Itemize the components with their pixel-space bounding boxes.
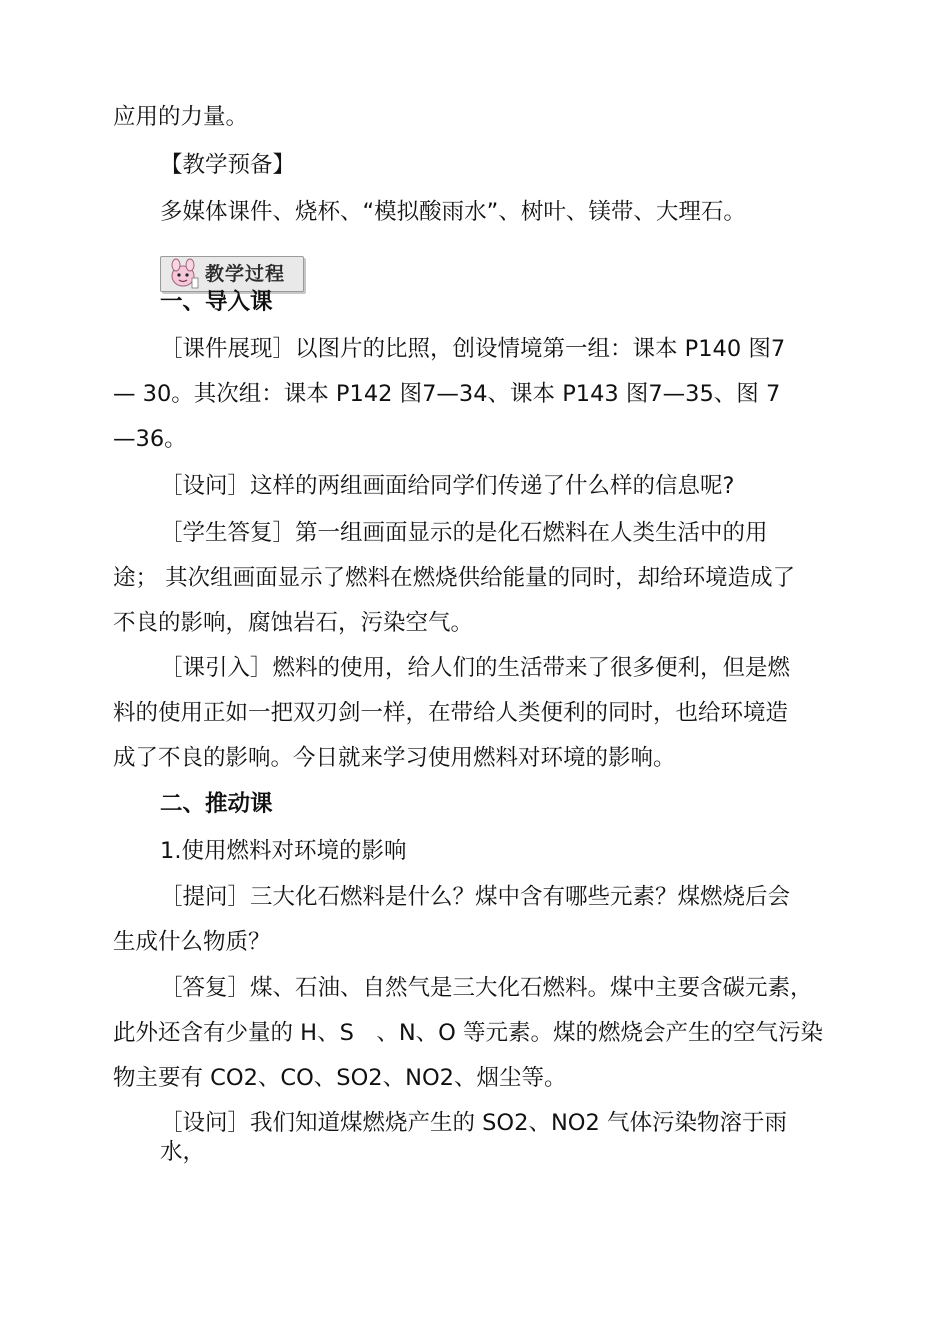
banner-label: 教学过程 bbox=[205, 263, 286, 285]
text-line: ［设问］我们知道煤燃烧产生的 SO2、NO2 气体污染物溶于雨 bbox=[160, 1110, 787, 1136]
text-line: 成了不良的影响。今日就来学习使用燃料对环境的影响。 bbox=[113, 745, 676, 771]
text-line: ［课件展现］以图片的比照，创设情境第一组：课本 P140 图7 bbox=[160, 336, 786, 362]
text-line: 料的使用正如一把双刃剑一样，在带给人类便利的同时，也给环境造 bbox=[113, 700, 789, 726]
text-line: ［提问］三大化石燃料是什么？煤中含有哪些元素？煤燃烧后会 bbox=[160, 884, 791, 910]
section-heading-preparation: 【教学预备】 bbox=[160, 152, 296, 178]
text-line: ［学生答复］第一组画面显示的是化石燃料在人类生活中的用 bbox=[160, 520, 768, 546]
text-line: 水， bbox=[160, 1139, 206, 1165]
text-line: 生成什么物质？ bbox=[113, 929, 271, 955]
text-line: 不良的影响，腐蚀岩石，污染空气。 bbox=[113, 610, 474, 636]
text-line: ［答复］煤、石油、自然气是三大化石燃料。煤中主要含碳元素， bbox=[160, 975, 813, 1001]
text-line: ［设问］这样的两组画面给同学们传递了什么样的信息呢? bbox=[160, 473, 735, 499]
text-line: 应用的力量。 bbox=[113, 104, 249, 130]
text-line: — 30。其次组：课本 P142 图7—34、课本 P143 图7—35、图 7 bbox=[113, 381, 781, 407]
text-line: 途； 其次组画面显示了燃料在燃烧供给能量的同时，却给环境造成了 bbox=[113, 565, 796, 591]
cartoon-mascot-icon bbox=[164, 258, 202, 290]
text-line: 多媒体课件、烧杯、“模拟酸雨水”、树叶、镁带、大理石。 bbox=[160, 199, 746, 225]
section-heading-intro: 一、导入课 bbox=[160, 289, 273, 315]
text-line: —36。 bbox=[113, 426, 187, 452]
text-line: 物主要有 CO2、CO、SO2、NO2、烟尘等。 bbox=[113, 1065, 567, 1091]
text-line: ［课引入］燃料的使用，给人们的生活带来了很多便利，但是燃 bbox=[160, 655, 791, 681]
section-heading-advance: 二、推动课 bbox=[160, 791, 273, 817]
subsection-heading: 1.使用燃料对环境的影响 bbox=[160, 838, 407, 864]
text-line: 此外还含有少量的 H、S 、N、O 等元素。煤的燃烧会产生的空气污染 bbox=[113, 1020, 824, 1046]
